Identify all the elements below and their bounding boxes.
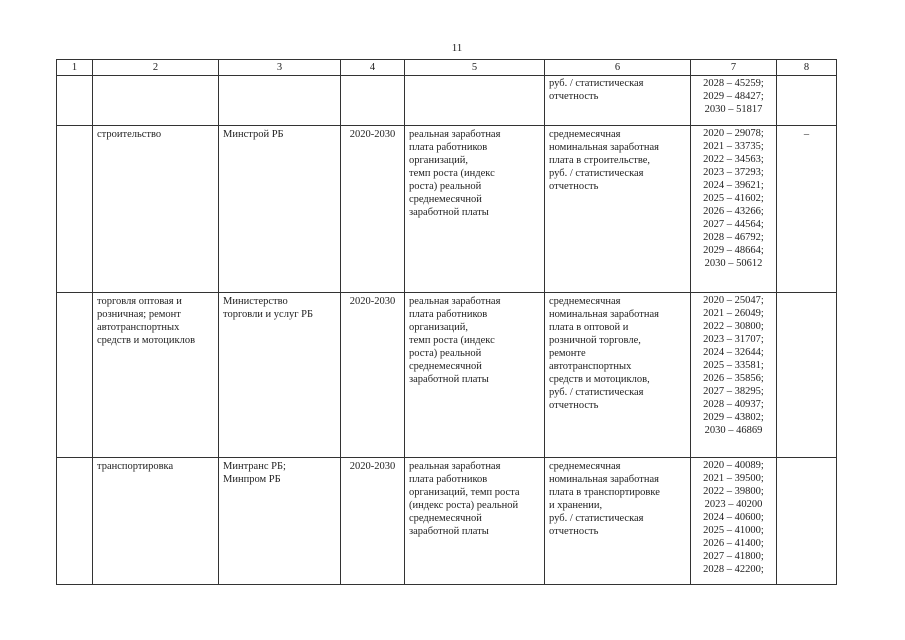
column-header: 6 — [545, 60, 691, 76]
table-cell: реальная заработная плата работников организаций, темп роста (индекс роста) реальной среднемесячной заработной платы — [405, 458, 545, 585]
table-row — [57, 76, 837, 126]
table-cell: Минстрой РБ — [219, 126, 341, 293]
table-cell: среднемесячная номинальная заработная плата в строительстве, руб. / статистическая отчетность — [545, 126, 691, 293]
table-cell: – — [777, 126, 837, 293]
table-cell: 2020-2030 — [341, 293, 405, 458]
table-cell: 2020 – 29078; 2021 – 33735; 2022 – 34563; 2023 – 37293; 2024 – 39621; 2025 – 41602; 2026 – 43266; 2027 – 44564; 2028 – 46792; 2029 – 48664; 2030 – 50612 — [691, 126, 777, 293]
table-cell — [57, 126, 93, 293]
table-cell: реальная заработная плата работников организаций, темп роста (индекс роста) реальной среднемесячной заработной платы — [405, 293, 545, 458]
table-cell — [777, 458, 837, 585]
table-cell: строительство — [93, 126, 219, 293]
table-cell: среднемесячная номинальная заработная плата в транспортировке и хранении, руб. / статистическая отчетность — [545, 458, 691, 585]
table-cell: Министерство торговли и услуг РБ — [219, 293, 341, 458]
table-cell: 2020 – 25047; 2021 – 26049; 2022 – 30800; 2023 – 31707; 2024 – 32644; 2025 – 33581; 2026 – 35856; 2027 – 38295; 2028 – 40937; 2029 – 43802; 2030 – 46869 — [691, 293, 777, 458]
column-header: 1 — [57, 60, 93, 76]
table-cell: Минтранс РБ; Минпром РБ — [219, 458, 341, 585]
table-cell — [341, 76, 405, 126]
header-row — [57, 60, 837, 76]
table-cell: среднемесячная номинальная заработная плата в оптовой и розничной торговле, ремонте автотранспортных средств и мотоциклов, руб. / статистическая отчетность — [545, 293, 691, 458]
table-cell — [93, 76, 219, 126]
table-cell — [57, 76, 93, 126]
page-number: 11 — [451, 42, 463, 54]
table-cell — [777, 293, 837, 458]
table-row — [57, 458, 837, 585]
table-cell: руб. / статистическая отчетность — [545, 76, 691, 126]
table-cell — [57, 293, 93, 458]
column-header: 4 — [341, 60, 405, 76]
table-row — [57, 293, 837, 458]
table-cell: реальная заработная плата работников организаций, темп роста (индекс роста) реальной среднемесячной заработной платы — [405, 126, 545, 293]
column-header: 5 — [405, 60, 545, 76]
data-table — [56, 59, 837, 585]
table-cell: торговля оптовая и розничная; ремонт автотранспортных средств и мотоциклов — [93, 293, 219, 458]
table-cell — [57, 458, 93, 585]
table-cell: транспортировка — [93, 458, 219, 585]
table-cell: 2020 – 40089; 2021 – 39500; 2022 – 39800; 2023 – 40200 2024 – 40600; 2025 – 41000; 2026 – 41400; 2027 – 41800; 2028 – 42200; — [691, 458, 777, 585]
table-row — [57, 126, 837, 293]
table-cell: 2028 – 45259; 2029 – 48427; 2030 – 51817 — [691, 76, 777, 126]
column-header: 7 — [691, 60, 777, 76]
table-cell — [219, 76, 341, 126]
column-header: 3 — [219, 60, 341, 76]
table-cell — [777, 76, 837, 126]
table-cell — [405, 76, 545, 126]
column-header: 8 — [777, 60, 837, 76]
table-cell: 2020-2030 — [341, 458, 405, 585]
column-header: 2 — [93, 60, 219, 76]
table-cell: 2020-2030 — [341, 126, 405, 293]
